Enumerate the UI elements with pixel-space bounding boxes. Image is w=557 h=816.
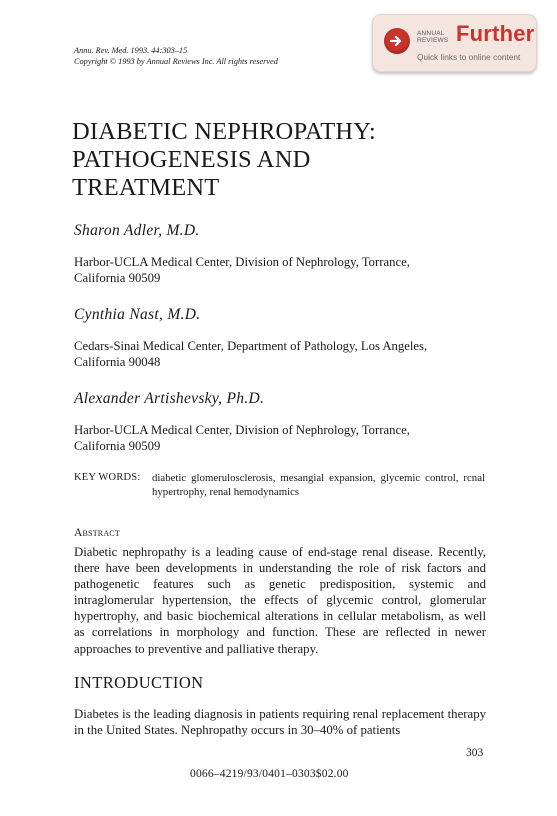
title-line: DIABETIC NEPHROPATHY: bbox=[72, 118, 376, 145]
affiliation-line: Harbor-UCLA Medical Center, Division of Nephrology, Torrance, bbox=[74, 423, 410, 437]
affiliation-line: California 90509 bbox=[74, 439, 161, 453]
abstract-text: Diabetic nephropathy is a leading cause of end-stage renal disease. Recently, there have been developments in understanding the role of risk factors and pathogenetic features such as genetic predisposition, systemic and intraglomerular hypertension, the effects of glycemic control, glomerular hypertrophy, and basic biochemical alterations in cellular metabolism, as well as correlations in morphology and function. These are reflected in newer approaches to preventive and palliative therapy. bbox=[74, 545, 486, 656]
arrow-circle-icon bbox=[384, 28, 410, 54]
affiliation-line: Cedars-Sinai Medical Center, Department of Pathology, Los Angeles, bbox=[74, 339, 428, 353]
page-number: 303 bbox=[466, 747, 484, 759]
article-title bbox=[72, 118, 376, 202]
title-line: PATHOGENESIS AND bbox=[72, 146, 311, 173]
brand-line-reviews: REVIEWS bbox=[417, 37, 449, 44]
journal-citation bbox=[74, 45, 278, 67]
keywords-label: KEY WORDS: bbox=[74, 472, 141, 483]
introduction-heading: INTRODUCTION bbox=[74, 673, 204, 692]
affiliation-line: California 90048 bbox=[74, 355, 161, 369]
article-code: 0066–4219/93/0401–0303$02.00 bbox=[190, 768, 349, 780]
author-name: Alexander Artishevsky, Ph.D. bbox=[74, 390, 265, 407]
affiliation-line: Harbor-UCLA Medical Center, Division of Nephrology, Torrance, bbox=[74, 255, 410, 269]
brand-line-annual: ANNUAL bbox=[417, 30, 445, 37]
citation-copyright-line: Copyright © 1993 by Annual Reviews Inc. All rights reserved bbox=[74, 57, 278, 66]
introduction-text: Diabetes is the leading diagnosis in patients requiring renal replacement therapy in the United States. Nephropathy occurs in 30–40% of patients bbox=[74, 707, 486, 738]
abstract-heading: Abstract bbox=[74, 527, 120, 539]
annual-reviews-logo-text bbox=[417, 30, 448, 44]
author-affiliation bbox=[74, 422, 494, 454]
keywords-text: diabetic glomerulosclerosis, mesangial expansion, glycemic control, rcnal hypertrophy, renal hemodynamics bbox=[152, 472, 485, 498]
author-affiliation bbox=[74, 338, 494, 370]
further-subtitle: Quick links to online content bbox=[417, 52, 521, 62]
author-affiliation bbox=[74, 254, 494, 286]
further-wordmark: Further bbox=[456, 21, 535, 46]
affiliation-line: California 90509 bbox=[74, 271, 161, 285]
author-name: Sharon Adler, M.D. bbox=[74, 222, 200, 239]
citation-journal-line: Annu. Rev. Med. 1993. 44:303–15 bbox=[74, 46, 188, 55]
title-line: TREATMENT bbox=[72, 174, 220, 201]
author-name: Cynthia Nast, M.D. bbox=[74, 306, 201, 323]
further-links-badge[interactable] bbox=[372, 14, 537, 72]
